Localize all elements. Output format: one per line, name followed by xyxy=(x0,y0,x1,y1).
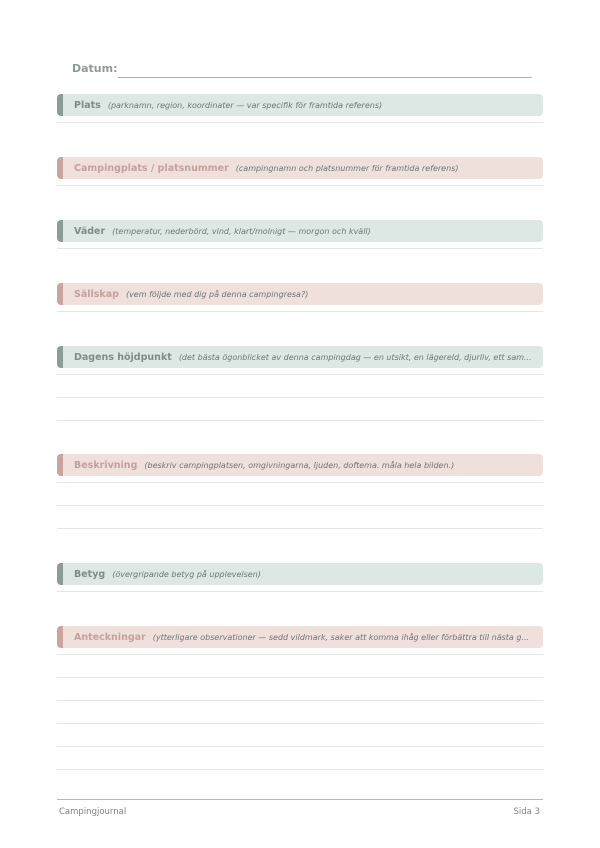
writing-line[interactable] xyxy=(57,505,543,506)
writing-line[interactable] xyxy=(57,746,543,747)
footer-journal-title: Campingjournal xyxy=(59,807,127,817)
writing-line[interactable] xyxy=(57,700,543,701)
writing-line[interactable] xyxy=(57,654,543,655)
section-anteckningar xyxy=(57,626,543,770)
writing-line[interactable] xyxy=(57,591,543,592)
section-accent-bar xyxy=(57,346,63,368)
writing-line[interactable] xyxy=(57,374,543,375)
section-header xyxy=(57,563,543,585)
section-title: Väder xyxy=(74,225,106,237)
writing-line[interactable] xyxy=(57,723,543,724)
section-hint: (temperatur, nederbörd, vind, klart/molnigt — morgon och kväll) xyxy=(112,226,371,236)
section-title: Campingplats / platsnummer xyxy=(74,162,229,174)
date-label: Datum: xyxy=(72,62,118,75)
section-header xyxy=(57,157,543,179)
section-accent-bar xyxy=(57,283,63,305)
section-vader xyxy=(57,220,543,249)
section-hint: (ytterligare observationer — sedd vildmark, saker att komma ihåg eller förbättra till nästa g... xyxy=(152,632,530,642)
writing-line[interactable] xyxy=(57,769,543,770)
section-title: Dagens höjdpunkt xyxy=(74,351,172,363)
section-accent-bar xyxy=(57,626,63,648)
writing-line[interactable] xyxy=(57,397,543,398)
section-accent-bar xyxy=(57,157,63,179)
section-hint: (parknamn, region, koordinater — var specifik för framtida referens) xyxy=(107,100,383,110)
writing-line[interactable] xyxy=(57,185,543,186)
section-accent-bar xyxy=(57,454,63,476)
writing-line[interactable] xyxy=(57,482,543,483)
section-header xyxy=(57,283,543,305)
section-plats xyxy=(57,94,543,123)
writing-line[interactable] xyxy=(57,677,543,678)
section-title: Plats xyxy=(74,99,101,111)
section-sallskap xyxy=(57,283,543,312)
section-header xyxy=(57,220,543,242)
section-header xyxy=(57,94,543,116)
footer-page-number: Sida 3 xyxy=(513,807,540,817)
section-accent-bar xyxy=(57,94,63,116)
footer-divider xyxy=(57,799,543,800)
writing-line[interactable] xyxy=(57,122,543,123)
section-hint: (campingnamn och platsnummer för framtida referens) xyxy=(235,163,459,173)
writing-line[interactable] xyxy=(57,248,543,249)
writing-line[interactable] xyxy=(57,420,543,421)
date-row xyxy=(72,62,532,80)
section-header xyxy=(57,346,543,368)
section-hint: (det bästa ögonblicket av denna campingdag — en utsikt, en lägereld, djurliv, ett sam... xyxy=(178,352,532,362)
section-accent-bar xyxy=(57,563,63,585)
section-header xyxy=(57,626,543,648)
section-betyg xyxy=(57,563,543,592)
section-dagens-hojdpunkt xyxy=(57,346,543,421)
section-accent-bar xyxy=(57,220,63,242)
section-campingplats xyxy=(57,157,543,186)
section-hint: (beskriv campingplatsen, omgivningarna, ljuden, doftema. måla hela bilden.) xyxy=(144,460,455,470)
section-beskrivning xyxy=(57,454,543,529)
section-header xyxy=(57,454,543,476)
section-title: Sällskap xyxy=(74,288,119,300)
section-title: Betyg xyxy=(74,568,106,580)
writing-line[interactable] xyxy=(57,528,543,529)
section-title: Anteckningar xyxy=(74,631,146,643)
section-title: Beskrivning xyxy=(74,459,138,471)
date-field-line[interactable] xyxy=(118,77,532,78)
section-hint: (vem följde med dig på denna campingresa?) xyxy=(125,289,309,299)
writing-line[interactable] xyxy=(57,311,543,312)
section-hint: (övergripande betyg på upplevelsen) xyxy=(112,569,261,579)
